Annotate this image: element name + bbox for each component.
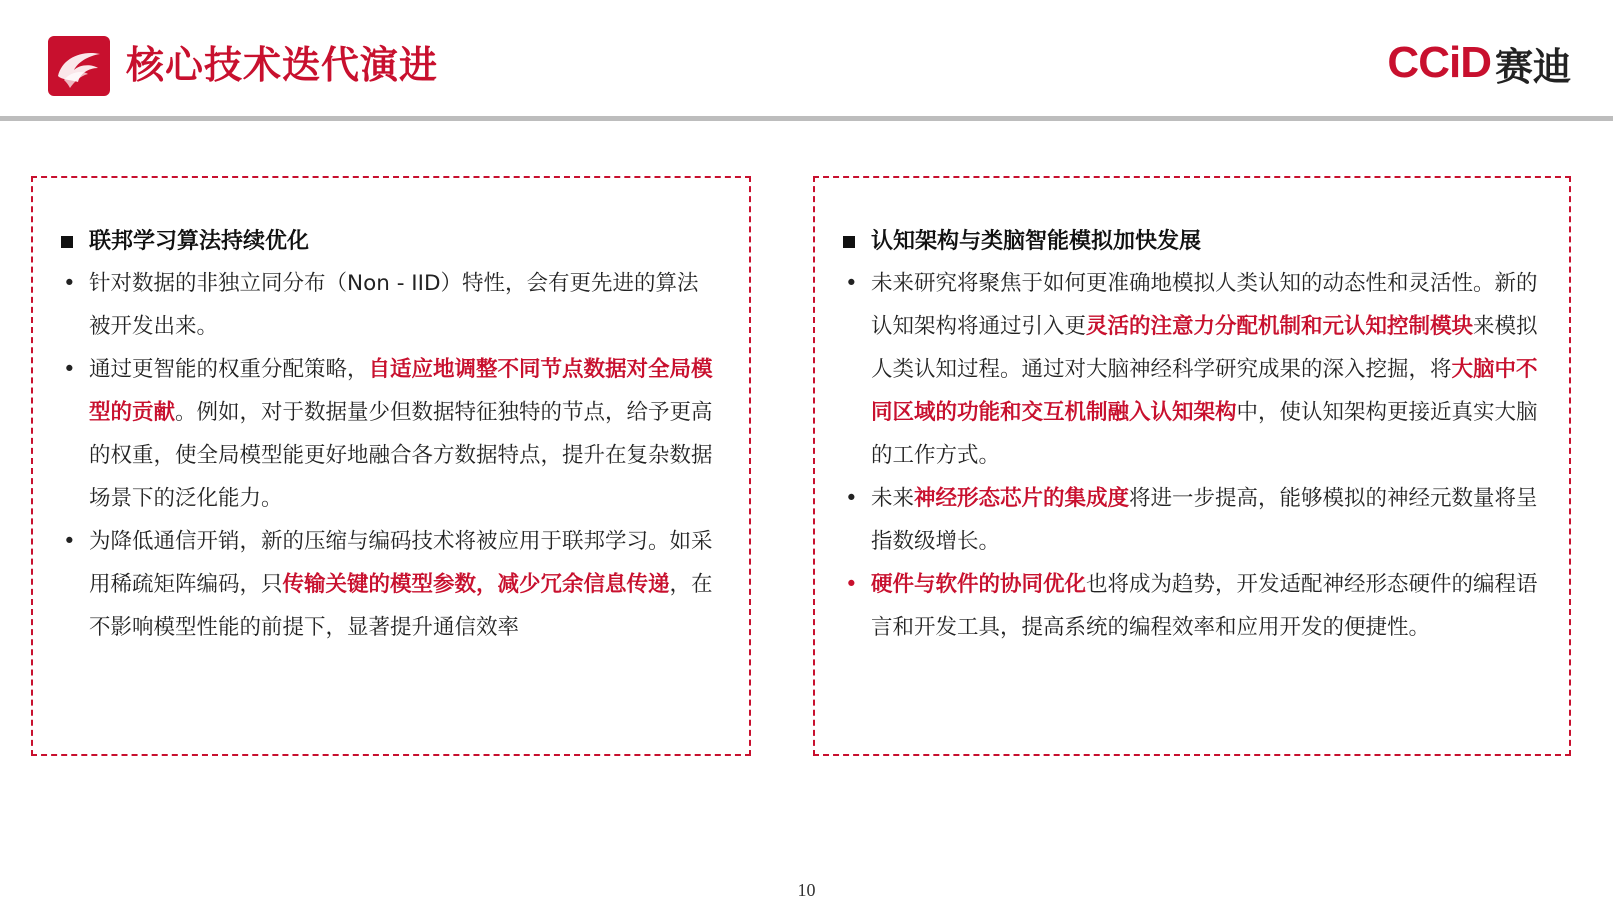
left-panel <box>31 176 751 756</box>
bullet-dot-icon: • <box>845 572 858 597</box>
item-text: 通过更智能的权重分配策略， <box>89 357 369 382</box>
item-text: 也将成为趋势，开发适配神经形态硬件的编程语言和开发工具，提高系统的编程效率和应用开发的便捷性。 <box>871 572 1538 640</box>
bullet-dot-icon: • <box>845 486 858 511</box>
bullet-dot-icon: • <box>63 529 76 554</box>
square-bullet-icon <box>843 236 855 248</box>
left-bullet-list <box>61 262 719 649</box>
logo-icon <box>48 36 110 96</box>
item-text: ，在不影响模型性能的前提下，显著提升通信效率 <box>89 572 713 640</box>
right-panel-heading <box>843 222 1539 262</box>
highlight-text: 神经形态芯片的集成度 <box>914 486 1130 511</box>
right-heading-text: 认知架构与类脑智能模拟加快发展 <box>871 229 1202 254</box>
bullet-dot-icon: • <box>845 271 858 296</box>
brand-latin: CCiD <box>1387 38 1491 87</box>
bullet-dot-icon: • <box>63 357 76 382</box>
list-item <box>843 477 1539 563</box>
item-text: 未来 <box>871 486 915 511</box>
left-heading-text: 联邦学习算法持续优化 <box>89 229 310 254</box>
highlight-text: 灵活的注意力分配机制和元认知控制模块 <box>1086 314 1474 339</box>
list-item <box>61 262 719 348</box>
item-text: 来模拟人类认知过程。通过对大脑神经科学研究成果的深入挖掘，将 <box>871 314 1538 382</box>
item-text: 。例如，对于数据量少但数据特征独特的节点，给予更高的权重，使全局模型能更好地融合各方数据特点，提升在复杂数据场景下的泛化能力。 <box>89 400 713 511</box>
item-text: 将进一步提高，能够模拟的神经元数量将呈指数级增长。 <box>871 486 1538 554</box>
item-text: 未来研究将聚焦于如何更准确地模拟人类认知的动态性和灵活性。新的认知架构将通过引入更 <box>871 271 1538 339</box>
list-item <box>843 262 1539 477</box>
bullet-dot-icon: • <box>63 271 76 296</box>
square-bullet-icon <box>61 236 73 248</box>
item-text: 针对数据的非独立同分布（Non - IID）特性，会有更先进的算法被开发出来。 <box>89 271 699 339</box>
item-text: 为降低通信开销，新的压缩与编码技术将被应用于联邦学习。如采用稀疏矩阵编码，只 <box>89 529 713 597</box>
left-panel-heading <box>61 222 719 262</box>
list-item <box>61 520 719 649</box>
highlight-text: 自适应地调整不同节点数据对全局模型的贡献 <box>89 357 713 425</box>
page-title: 核心技术迭代演进 <box>126 43 439 87</box>
brand-logo <box>1387 38 1571 88</box>
page-number: 10 <box>797 880 816 900</box>
right-bullet-list <box>843 262 1539 649</box>
item-text: 中，使认知架构更接近真实大脑的工作方式。 <box>871 400 1538 468</box>
highlight-text: 大脑中不同区域的功能和交互机制融入认知架构 <box>871 357 1538 425</box>
list-item <box>843 563 1539 649</box>
header-divider <box>0 116 1613 121</box>
highlight-text: 传输关键的模型参数，减少冗余信息传递 <box>282 572 670 597</box>
brand-cn: 赛迪 <box>1494 44 1571 89</box>
highlight-text: 硬件与软件的协同优化 <box>871 572 1087 597</box>
right-panel <box>813 176 1571 756</box>
list-item <box>61 348 719 520</box>
